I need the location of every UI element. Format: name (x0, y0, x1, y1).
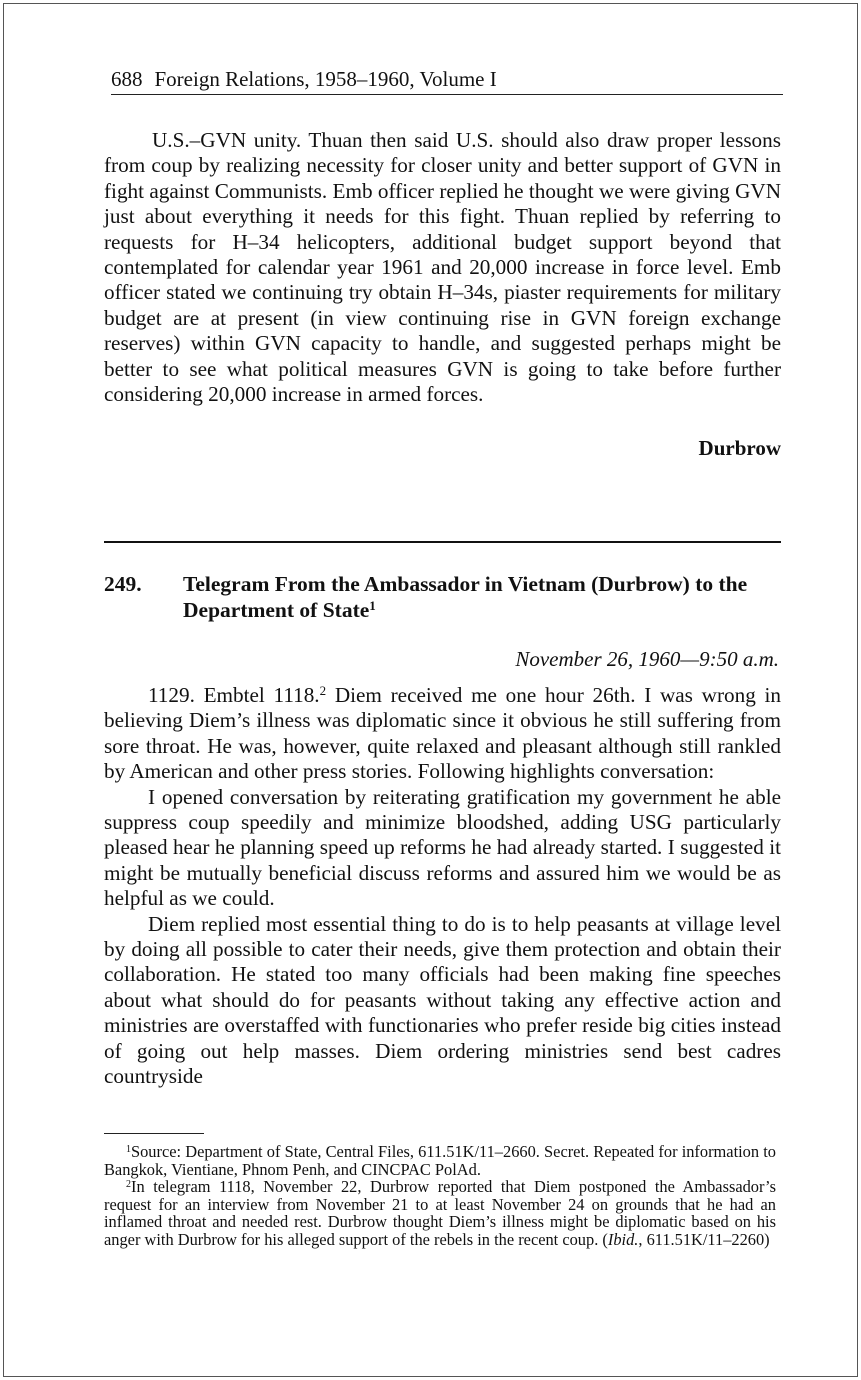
document-heading (104, 571, 781, 623)
footnote-2: $^2$In telegram 1118, November 22, Durbrow reported that Diem postponed the Ambassador’s request for an interview from November 21 to at least November 24 on grounds that he had an inflamed throat and needed rest. Durbrow thought Diem’s illness might be diplomatic based on his anger with Durbrow for his alleged support of the rebels in the recent coup. (Ibid., 611.51K/11–2260) (104, 1177, 776, 1249)
paragraph-1: 1129. Embtel 1118.$^2$ Diem received me one hour 26th. I was wrong in believing Diem’s illness was diplomatic since it obvious he still suffering from sore throat. He was, however, quite relaxed and pleasant although still rankled by American and other press stories. Following highlights conversation: (104, 683, 781, 784)
page-number: 688 (111, 67, 143, 91)
document-body (104, 683, 781, 1090)
footnote-1: $^1$Source: Department of State, Central Files, 611.51K/11–2660. Secret. Repeated for information to Bangkok, Vientiane, Phnom Penh, and CINCPAC PolAd. (104, 1142, 776, 1179)
footnote-ref-2: 2 (319, 683, 327, 698)
document-title: Telegram From the Ambassador in Vietnam (Durbrow) to the Department of State$^1$ (183, 572, 748, 622)
paragraph-3: Diem replied most essential thing to do is to help peasants at village level by doing all possible to cater their needs, give them protection and obtain their collaboration. He stated too many officials had been making fine speeches about what should do for peasants without taking any effective action and ministries are overstaffed with functionaries who prefer reside big cities instead of going out help masses. Diem ordering ministries send best cadres countryside (104, 911, 781, 1089)
footnote-ref-1: 1 (369, 598, 376, 613)
document-number: 249. (104, 572, 142, 596)
dateline: November 26, 1960—9:50 a.m. (515, 647, 779, 671)
footnotes (104, 1143, 776, 1249)
signature: Durbrow (698, 436, 781, 460)
running-title: Foreign Relations, 1958–1960, Volume I (154, 67, 497, 91)
running-header (111, 66, 783, 95)
continued-paragraph: U.S.–GVN unity. Thuan then said U.S. should also draw proper lessons from coup by realizing necessity for closer unity and better support of GVN in fight against Communists. Emb officer replied he thought we were giving GVN just about everything it needs for this fight. Thuan replied by referring to requests for H–34 helicopters, additional budget support beyond that contemplated for calendar year 1961 and 20,000 increase in force level. Emb officer stated we continuing try obtain H–34s, piaster requirements for military budget are at present (in view continuing rise in GVN foreign exchange reserves) within GVN capacity to handle, and suggested perhaps might be better to see what political measures GVN is going to take before further considering 20,000 increase in armed forces. (104, 128, 781, 407)
footnote-rule (104, 1133, 204, 1134)
previous-document-text (104, 128, 781, 407)
paragraph-2: I opened conversation by reiterating gratification my government he able suppress coup speedily and minimize bloodshed, adding USG particularly pleased hear he planning speed up reforms he had already started. I suggested it might be mutually beneficial discuss reforms and assured him we would be as helpful as we could. (104, 784, 781, 911)
section-divider (104, 541, 781, 543)
